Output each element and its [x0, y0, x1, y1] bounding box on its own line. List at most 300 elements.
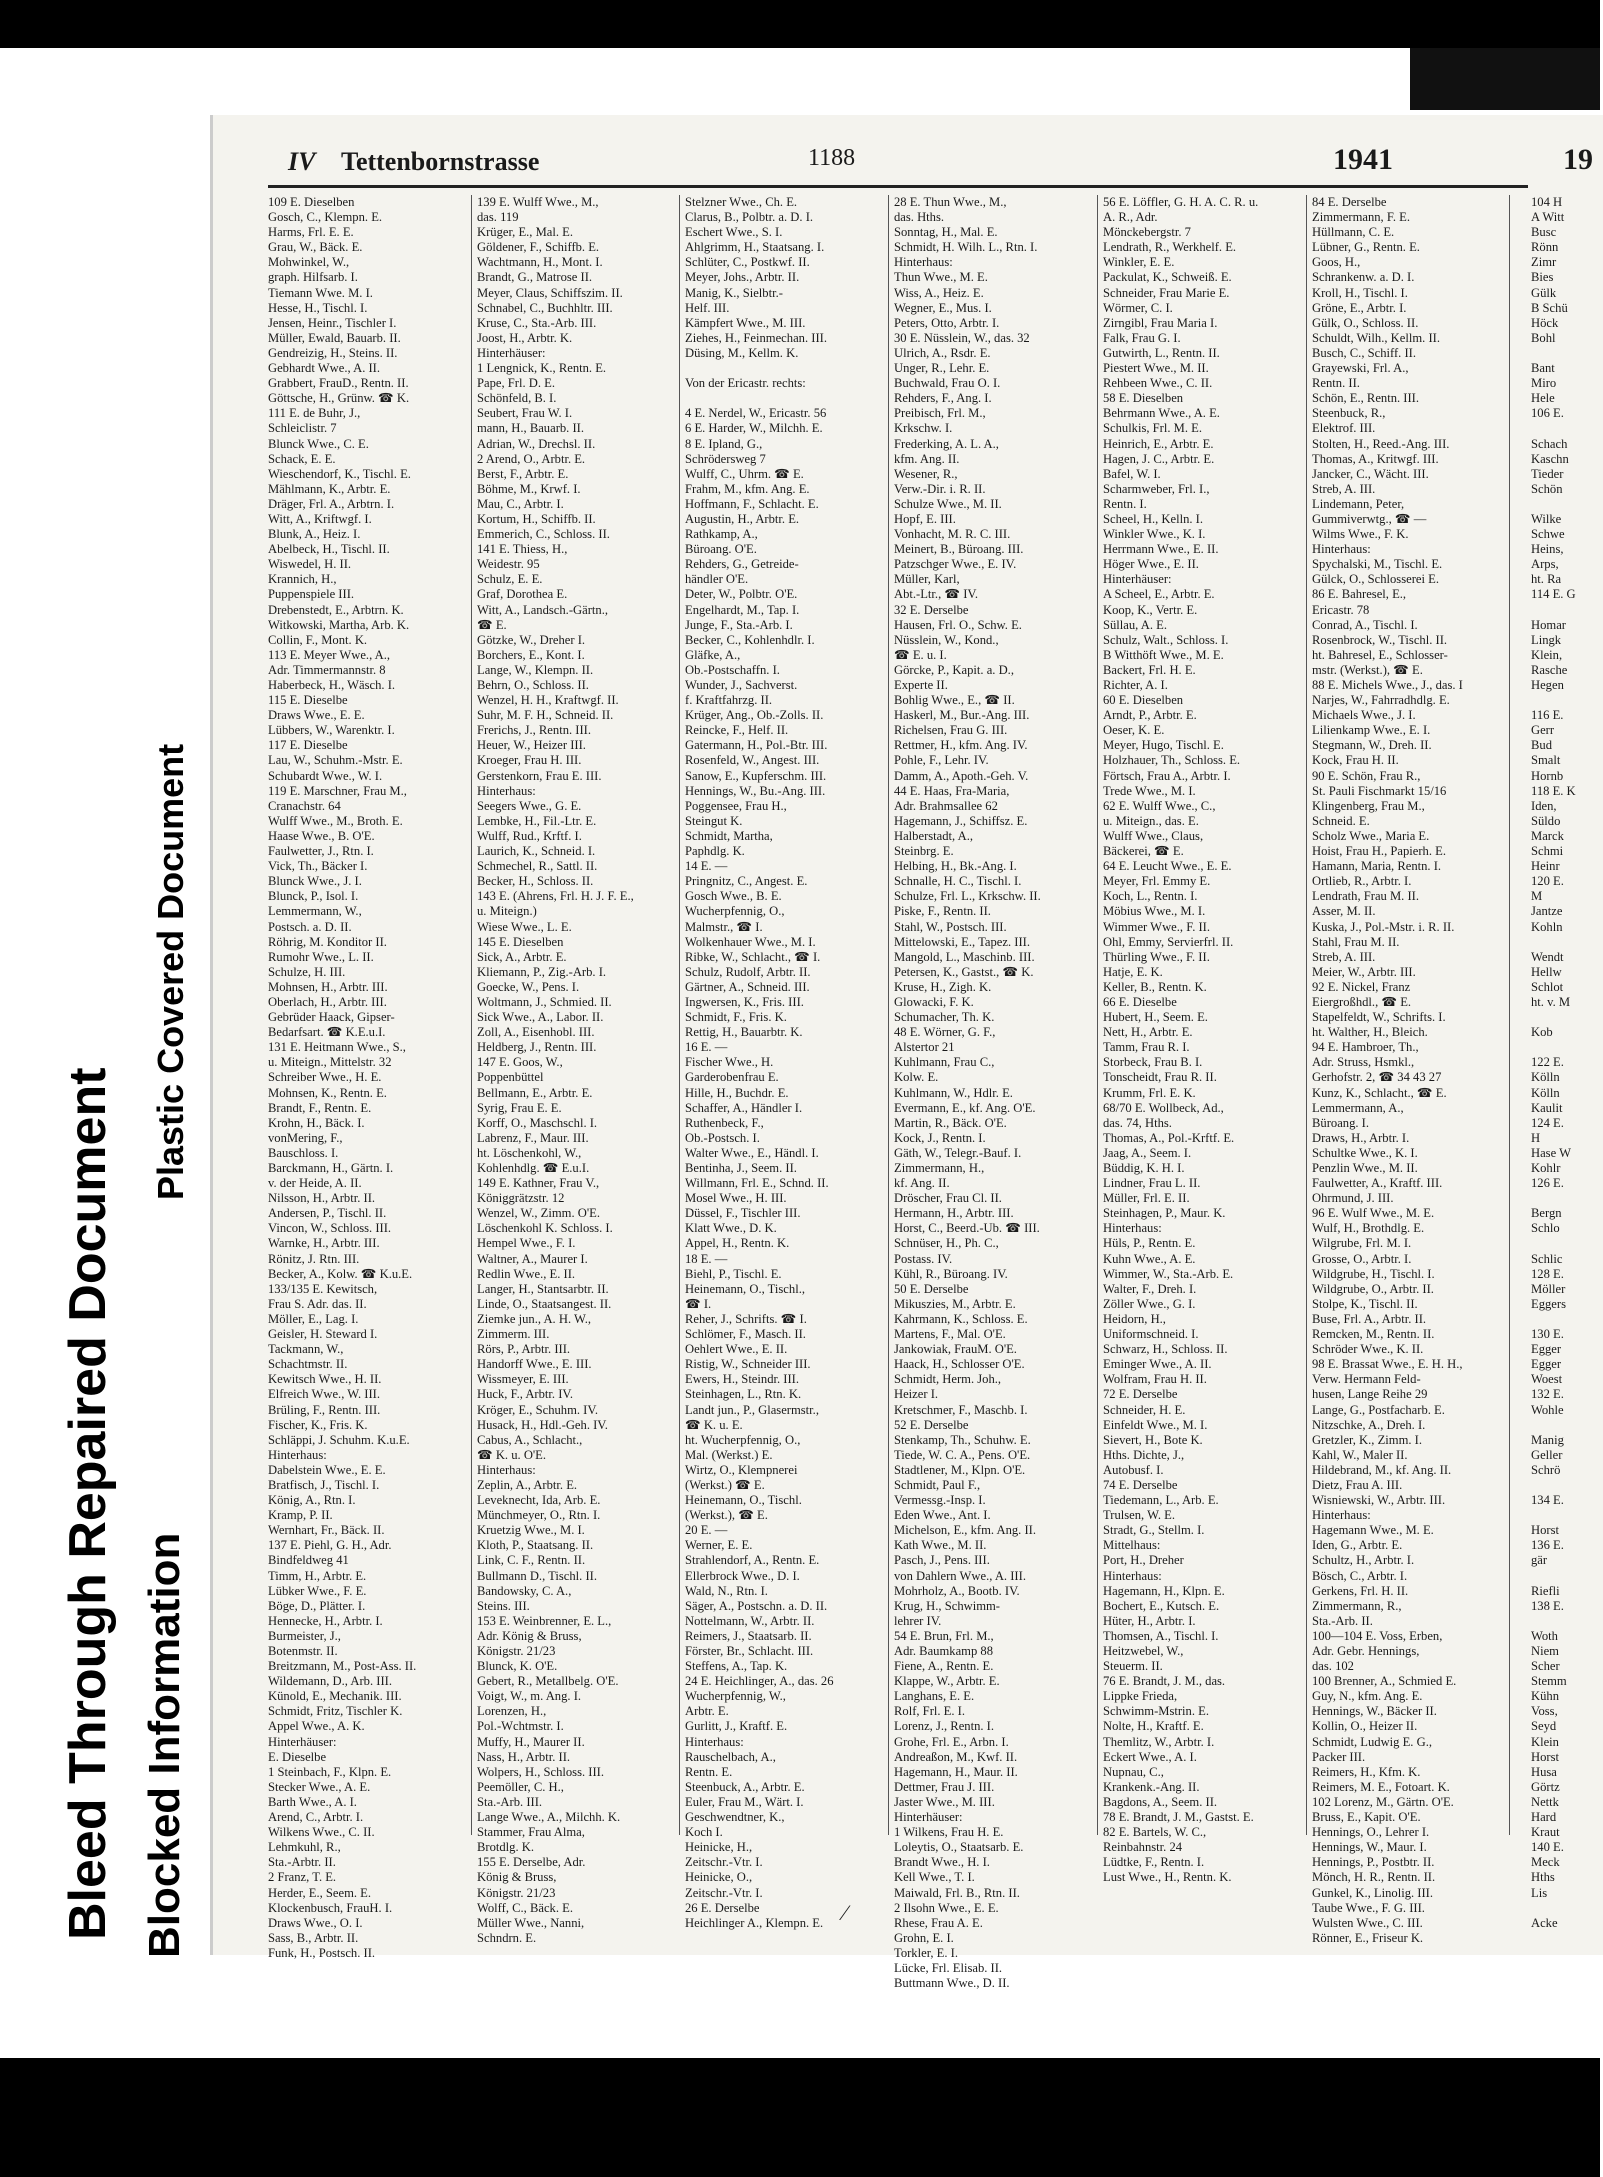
directory-entry-line: Wisniewski, W., Arbtr. III.	[1312, 1493, 1446, 1508]
directory-entry-line	[1531, 421, 1601, 436]
directory-page	[210, 115, 1603, 1991]
directory-entry-line: Meinert, B., Büroang. III.	[894, 542, 1024, 557]
district-roman-numeral: IV	[288, 147, 316, 176]
directory-entry-line: Schulz, Walt., Schloss. I.	[1103, 632, 1229, 647]
blocked-information-label: Blocked Information	[140, 1532, 189, 1958]
directory-entry-line: Rosenfeld, W., Angest. III.	[685, 753, 820, 768]
directory-entry-line: Iden, G., Arbtr. E.	[1312, 1538, 1403, 1553]
directory-entry-line: Werner, E. E.	[685, 1538, 753, 1553]
directory-entry-line: Gurlitt, J., Kraftf. E.	[685, 1719, 788, 1734]
directory-entry-line: 50 E. Derselbe	[894, 1281, 969, 1296]
directory-entry-line: Gummiverwtg., ☎ —	[1312, 511, 1427, 526]
directory-entry-line: König, A., Rtn. I.	[268, 1493, 356, 1508]
directory-entry-line: Pohle, F., Lehr. IV.	[894, 753, 989, 768]
directory-entry-line: Muffy, H., Maurer II.	[477, 1734, 585, 1749]
directory-entry-line: E. Dieselbe	[268, 1749, 327, 1764]
directory-entry-line: Hermann, H., Arbtr. III.	[894, 1206, 1014, 1221]
directory-entry-line: Steenbuck, A., Arbtr. E.	[685, 1779, 805, 1794]
directory-entry-line: Kramp, P. II.	[268, 1508, 333, 1523]
directory-entry-line: das. 119	[477, 210, 519, 225]
directory-entry-line: Königstr. 21/23	[477, 1885, 556, 1900]
directory-entry-line: Wald, N., Rtn. I.	[685, 1583, 768, 1598]
directory-entry-line: Hinterhaus:	[685, 1734, 744, 1749]
directory-entry-line: 136 E.	[1531, 1538, 1564, 1553]
directory-entry-line: Eden Wwe., Ant. I.	[894, 1508, 991, 1523]
directory-entry-line: Haase Wwe., B. O'E.	[268, 828, 375, 843]
directory-entry-line: Schuldt, Wilh., Kellm. II.	[1312, 330, 1440, 345]
directory-entry-line: Adr. König & Bruss,	[477, 1628, 582, 1643]
directory-entry-line: Iden,	[1531, 798, 1557, 813]
directory-entry-line: Wiese Wwe., L. E.	[477, 919, 572, 934]
directory-entry-line: Eiergroßhdl., ☎ E.	[1312, 994, 1412, 1009]
directory-entry-line: Remcken, M., Rentn. II.	[1312, 1327, 1435, 1342]
directory-entry-line: Keller, B., Rentn. K.	[1103, 979, 1207, 994]
directory-entry-line: Waltner, A., Maurer I.	[477, 1251, 588, 1266]
directory-entry-line: Heldberg, J., Rentn. III.	[477, 1040, 597, 1055]
directory-entry-line: Hegen	[1531, 678, 1564, 692]
directory-entry-line	[1531, 1312, 1601, 1327]
directory-entry-line: Grabbert, FrauD., Rentn. II.	[268, 376, 409, 391]
directory-entry-line: Klatt Wwe., D. K.	[685, 1221, 777, 1236]
directory-entry-line: Egger	[1531, 1357, 1562, 1372]
directory-entry-line: Möbius Wwe., M. I.	[1103, 904, 1206, 919]
directory-entry-line: Kob	[1531, 1025, 1553, 1040]
directory-entry-line: Hinterhaus:	[1312, 542, 1371, 557]
directory-entry-line: Acke	[1531, 1915, 1558, 1930]
directory-entry-line: Büddig, K. H. I.	[1103, 1161, 1185, 1175]
directory-entry-line: Kruse, C., Sta.-Arb. III.	[477, 315, 597, 330]
directory-entry-line: vonMering, F.,	[268, 1130, 343, 1145]
directory-entry-line: Blunck Wwe., J. I.	[268, 874, 362, 889]
directory-column-7-partial	[1531, 195, 1601, 1930]
directory-entry-line: Goecke, W., Pens. I.	[477, 979, 580, 994]
page-number: 1188	[808, 145, 856, 171]
directory-entry-line: Möller, E., Lag. I.	[268, 1311, 359, 1326]
directory-entry-line: Rasche	[1531, 662, 1568, 677]
directory-entry-line: Meyer, Claus, Schiffszim. II.	[477, 285, 623, 300]
directory-entry-line: Oberlach, H., Arbtr. III.	[268, 994, 387, 1009]
directory-entry-line: Krankenk.-Ang. II.	[1103, 1779, 1200, 1794]
directory-entry-line: Husack, H., Hdl.-Geh. IV.	[477, 1417, 608, 1432]
directory-entry-line: Ericastr. 78	[1312, 602, 1370, 617]
directory-entry-line: 74 E. Derselbe	[1103, 1477, 1178, 1492]
directory-entry-line: Schmidt, Paul F.,	[894, 1477, 981, 1492]
directory-entry-line	[1531, 1901, 1601, 1916]
directory-entry-line: Harms, Frl. E. E.	[268, 225, 354, 240]
directory-entry-line: Labrenz, F., Maur. III.	[477, 1130, 589, 1145]
directory-entry-line: Schwe	[1531, 527, 1565, 542]
directory-entry-line: Wachtmann, H., Mont. I.	[477, 255, 603, 270]
directory-entry-line: 149 E. Kathner, Frau V.,	[477, 1176, 600, 1191]
directory-entry-line: König & Bruss,	[477, 1870, 557, 1885]
directory-entry-line: Lendrath, R., Werkhelf. E.	[1103, 240, 1237, 255]
directory-entry-line: Stradt, G., Stellm. I.	[1103, 1523, 1205, 1538]
directory-entry-line: Zimmermann, F. E.	[1312, 210, 1410, 225]
directory-entry-line: Winkler, E. E.	[1103, 255, 1175, 270]
directory-entry-line: Scheel, H., Kelln. I.	[1103, 511, 1204, 526]
directory-entry-line: Haskerl, M., Bur.-Ang. III.	[894, 708, 1030, 723]
directory-entry-line: Woth	[1531, 1628, 1558, 1643]
directory-entry-line: Kölln	[1531, 1085, 1560, 1100]
directory-entry-line: Hellw	[1531, 964, 1562, 979]
directory-entry-line: Wieschendorf, K., Tischl. E.	[268, 466, 411, 481]
directory-entry-line: Kämpfert Wwe., M. III.	[685, 315, 806, 330]
directory-entry-line: Faulwetter, A., Kraftf. III.	[1312, 1176, 1443, 1191]
directory-entry-line: Lau, W., Schuhm.-Mstr. E.	[268, 753, 403, 768]
directory-entry-line: Lehmkuhl, R.,	[268, 1840, 341, 1855]
directory-entry-line: Petersen, K., Gastst., ☎ K.	[894, 964, 1034, 979]
directory-entry-line: Geschwendtner, K.,	[685, 1810, 785, 1825]
directory-entry-line: Bant	[1531, 361, 1555, 376]
directory-entry-line: Walter, F., Dreh. I.	[1103, 1281, 1197, 1296]
directory-entry-line: Stegmann, W., Dreh. II.	[1312, 738, 1432, 753]
directory-entry-line: Gerstenkorn, Frau E. III.	[477, 768, 602, 783]
directory-entry-line: Rauschelbach, A.,	[685, 1749, 776, 1764]
directory-entry-line: Jaag, A., Seem. I.	[1103, 1145, 1192, 1160]
directory-entry-line: Behrn, O., Schloss. II.	[477, 678, 589, 692]
directory-entry-line: Botenmstr. II.	[268, 1644, 338, 1658]
directory-entry-line: Tiemann Wwe. M. I.	[268, 285, 373, 300]
directory-entry-line: B Schü	[1531, 300, 1568, 315]
directory-entry-line: Müller Wwe., Nanni,	[477, 1915, 585, 1930]
directory-entry-line: Wiss, A., Heiz. E.	[894, 285, 984, 300]
directory-entry-line: mstr. (Werkst.), ☎ E.	[1312, 662, 1423, 677]
directory-entry-line: Rettmer, H., kfm. Ang. IV.	[894, 738, 1028, 753]
directory-entry-line: Gerr	[1531, 723, 1555, 738]
directory-entry-line: Jankowiak, FrauM. O'E.	[894, 1342, 1017, 1357]
directory-entry-line: 147 E. Goos, W.,	[477, 1055, 563, 1070]
directory-entry-line: Geisler, H. Steward I.	[268, 1327, 378, 1342]
directory-entry-line: 92 E. Nickel, Franz	[1312, 979, 1411, 994]
directory-entry-line: Stecker Wwe., A. E.	[268, 1779, 371, 1794]
directory-entry-line: Wolpers, H., Schloss. III.	[477, 1764, 605, 1779]
directory-entry-line: Nolte, H., Kraftf. E.	[1103, 1719, 1204, 1734]
directory-entry-line: 62 E. Wulff Wwe., C.,	[1103, 798, 1216, 813]
directory-entry-line: Kath Wwe., M. II.	[894, 1538, 987, 1553]
directory-entry-line: Faulwetter, J., Rtn. I.	[268, 844, 374, 859]
directory-entry-line: Krüger, E., Mal. E.	[477, 225, 574, 240]
directory-entry-line: Lübbers, W., Warenktr. I.	[268, 723, 395, 738]
directory-entry-line: Suhr, M. F. H., Schneid. II.	[477, 708, 614, 723]
directory-entry-line: Zimmermann, H.,	[894, 1161, 985, 1175]
directory-entry-line: Zimmermann, R.,	[1312, 1598, 1402, 1613]
directory-entry-line: Wulff Wwe., Claus,	[1103, 828, 1204, 843]
column-divider	[471, 195, 472, 1835]
directory-entry-line: Michelson, E., kfm. Ang. II.	[894, 1523, 1037, 1538]
directory-entry-line	[1531, 1040, 1601, 1055]
directory-entry-line: Emmerich, C., Schloss. II.	[477, 527, 610, 542]
directory-entry-line: Kohlenhdlg. ☎ E.u.I.	[477, 1161, 590, 1175]
directory-entry-line: Krkschw. I.	[894, 421, 953, 436]
directory-entry-line: 1 Wilkens, Frau H. E.	[894, 1825, 1004, 1840]
directory-entry-line: Redlin Wwe., E. II.	[477, 1266, 576, 1281]
directory-entry-line: Jantze	[1531, 904, 1563, 919]
directory-entry-line: Sass, B., Arbtr. II.	[268, 1930, 359, 1945]
directory-entry-line: Schwimm-Mstrin. E.	[1103, 1704, 1209, 1719]
directory-entry-line: Ulrich, A., Rsdr. E.	[894, 345, 991, 360]
directory-entry-line: mann, H., Bauarb. II.	[477, 421, 585, 436]
directory-entry-line: Lüdtke, F., Rentn. I.	[1103, 1855, 1205, 1870]
directory-entry-line: Gendreizig, H., Steins. II.	[268, 345, 398, 360]
directory-entry-line: Langhans, E. E.	[894, 1689, 975, 1704]
directory-entry-line: Kuhlmann, Frau C.,	[894, 1055, 995, 1070]
directory-entry-line: Zöller Wwe., G. I.	[1103, 1296, 1196, 1311]
directory-entry-line: Bindfeldweg 41	[268, 1553, 349, 1568]
directory-entry-line: Rentn. I.	[1103, 496, 1147, 511]
directory-entry-line: Hennings, W., Maur. I.	[1312, 1840, 1427, 1855]
directory-entry-line: Schack, E. E.	[268, 451, 336, 466]
directory-entry-line: B Witthöft Wwe., M. E.	[1103, 647, 1224, 662]
directory-entry-line: Schrankenw. a. D. I.	[1312, 270, 1415, 285]
directory-entry-line: Narjes, W., Fahrradhdlg. E.	[1312, 693, 1450, 708]
directory-entry-line: Ziehes, H., Feinmechan. III.	[685, 330, 827, 345]
directory-entry-line: Clarus, B., Polbtr. a. D. I.	[685, 210, 814, 225]
directory-entry-line: Schön, E., Rentn. III.	[1312, 391, 1420, 406]
directory-entry-line	[1531, 603, 1601, 618]
directory-entry-line: Förster, Br., Schlacht. III.	[685, 1644, 814, 1658]
pencil-mark-icon: ⁄	[843, 1900, 847, 1925]
directory-entry-line: Rehders, G., Getreide-	[685, 557, 799, 572]
directory-entry-line: Mählmann, K., Arbtr. E.	[268, 481, 391, 496]
directory-entry-line: Kollin, O., Heizer II.	[1312, 1719, 1418, 1734]
directory-entry-line: Langer, H., Stantsarbtr. II.	[477, 1281, 609, 1296]
directory-entry-line: Bullmann D., Tischl. II.	[477, 1568, 598, 1583]
directory-entry-line: Arps,	[1531, 557, 1559, 572]
directory-entry-line: Thun Wwe., M. E.	[894, 270, 988, 285]
directory-entry-line: Bochert, E., Kutsch. E.	[1103, 1598, 1220, 1613]
directory-entry-line: 44 E. Haas, Fra-Maria,	[894, 783, 1010, 798]
directory-entry-line: Garderobenfrau E.	[685, 1070, 779, 1085]
directory-entry-line: Stelzner Wwe., Ch. E.	[685, 195, 798, 209]
directory-entry-line: Kölln	[1531, 1070, 1560, 1085]
directory-entry-line: Heinicke, O.,	[685, 1870, 753, 1885]
directory-entry-line	[685, 391, 883, 406]
directory-entry-line: Hüllmann, C. E.	[1312, 225, 1395, 240]
directory-entry-line: Adr. Gebr. Hennings,	[1312, 1644, 1420, 1658]
directory-entry-line: Lübner, G., Rentn. E.	[1312, 240, 1420, 255]
directory-entry-line: Autobusf. I.	[1103, 1462, 1164, 1477]
directory-entry-line: Schulz, E. E.	[477, 572, 543, 587]
directory-entry-line: Bandowsky, C. A.,	[477, 1583, 572, 1598]
directory-entry-line: Lindemann, Peter,	[1312, 496, 1405, 511]
directory-entry-line: Scharmweber, Frl. I.,	[1103, 481, 1210, 496]
directory-entry-line: Woltmann, J., Schmied. II.	[477, 994, 612, 1009]
directory-entry-line: 1 Steinbach, F., Klpn. E.	[268, 1764, 392, 1779]
directory-entry-line: Kretschmer, F., Maschb. I.	[894, 1402, 1028, 1417]
directory-entry-line: Linde, O., Staatsangest. II.	[477, 1296, 612, 1311]
directory-entry-line: Kohlr	[1531, 1161, 1561, 1175]
directory-entry-line: Walter Wwe., E., Händl. I.	[685, 1145, 819, 1160]
directory-entry-line: Laurich, K., Schneid. I.	[477, 844, 596, 859]
directory-entry-line: Richelsen, Frau G. III.	[894, 723, 1008, 738]
directory-entry-line: Rönner, E., Friseur K.	[1312, 1930, 1424, 1945]
directory-entry-line: Schulz, Rudolf, Arbtr. II.	[685, 964, 811, 979]
directory-entry-line: Höck	[1531, 315, 1559, 330]
plastic-covered-label: Plastic Covered Document	[150, 743, 191, 1200]
directory-entry-line: Büroang. I.	[1312, 1115, 1370, 1130]
directory-entry-line: Schndrn. E.	[477, 1930, 537, 1945]
directory-entry-line: Unger, R., Lehr. E.	[894, 361, 990, 376]
directory-entry-line: Halberstadt, A.,	[894, 828, 974, 843]
directory-entry-line: Hase W	[1531, 1145, 1571, 1160]
directory-entry-line: kf. Ang. II.	[894, 1176, 950, 1191]
directory-entry-line: Stahl, W., Postsch. III.	[894, 919, 1007, 934]
directory-entry-line: Wohle	[1531, 1402, 1564, 1417]
directory-entry-line: Vermessg.-Insp. I.	[894, 1493, 986, 1508]
directory-entry-line: Kohln	[1531, 919, 1563, 934]
directory-entry-line: Ohl, Emmy, Servierfrl. II.	[1103, 934, 1234, 949]
directory-entry-line: Abt.-Ltr., ☎ IV.	[894, 587, 979, 602]
directory-entry-line: Löschenkohl K. Schloss. I.	[477, 1221, 613, 1236]
directory-entry-line: Hennecke, H., Arbtr. I.	[268, 1613, 383, 1628]
directory-entry-line: Schnüser, H., Ph. C.,	[894, 1236, 999, 1251]
directory-entry-line: Mangold, L., Maschinb. III.	[894, 949, 1035, 964]
directory-entry-line: Hinterhaus:	[268, 1447, 327, 1462]
directory-entry-line: 14 E. —	[685, 859, 728, 874]
directory-entry-line: Thürling Wwe., F. II.	[1103, 949, 1210, 964]
directory-entry-line: händler O'E.	[685, 572, 749, 587]
directory-entry-line: Adr. Brahmsallee 62	[894, 798, 998, 813]
directory-entry-line: Wulff, Rud., Krftf. I.	[477, 828, 582, 843]
directory-entry-line: Themlitz, W., Arbtr. I.	[1103, 1734, 1215, 1749]
directory-entry-line: Uniformschneid. I.	[1103, 1327, 1199, 1342]
directory-entry-line: 137 E. Piehl, G. H., Adr.	[268, 1538, 392, 1553]
directory-entry-line: Frerichs, J., Rentn. III.	[477, 723, 592, 738]
directory-entry-line: Hinterhäuser:	[1103, 572, 1172, 587]
directory-entry-line: Mohnsen, H., Arbtr. III.	[268, 979, 388, 994]
directory-entry-line: Lingk	[1531, 632, 1562, 647]
directory-entry-line: Schmidt, Fritz, Tischler K.	[268, 1704, 403, 1719]
directory-entry-line: Ortlieb, R., Arbtr. I.	[1312, 874, 1412, 889]
directory-entry-line: 32 E. Derselbe	[894, 602, 969, 617]
directory-entry-line: Woest	[1531, 1372, 1563, 1387]
directory-entry-line: Düsing, M., Kellm. K.	[685, 345, 799, 360]
directory-entry-line: Thomas, A., Pol.-Krftf. E.	[1103, 1130, 1235, 1145]
directory-entry-line: Schönfeld, B. I.	[477, 391, 557, 406]
directory-entry-line: Sick, A., Arbtr. E.	[477, 949, 567, 964]
directory-entry-line: Koop, K., Vertr. E.	[1103, 602, 1198, 617]
directory-entry-line	[1531, 935, 1601, 950]
directory-entry-line: Barth Wwe., A. I.	[268, 1794, 357, 1809]
directory-entry-line: Heinemann, O., Tischl.,	[685, 1281, 805, 1296]
directory-entry-line: Handorff Wwe., E. III.	[477, 1357, 592, 1372]
directory-entry-line: Junge, F., Sta.-Arb. I.	[685, 617, 793, 632]
directory-entry-line: Ohrmund, J. III.	[1312, 1191, 1394, 1206]
directory-entry-line: Peemöller, C. H.,	[477, 1779, 564, 1794]
directory-entry-line: Behrmann Wwe., A. E.	[1103, 406, 1220, 421]
directory-entry-line: Görcke, P., Kapit. a. D.,	[894, 662, 1014, 677]
directory-entry-line: Kruse, H., Zigh. K.	[894, 979, 992, 994]
directory-entry-line: Biehl, P., Tischl. E.	[685, 1266, 782, 1281]
directory-entry-line: Patzschger Wwe., E. IV.	[894, 557, 1017, 572]
directory-entry-line: Hubert, H., Seem. E.	[1103, 1010, 1208, 1025]
directory-entry-line: Seubert, Frau W. I.	[477, 406, 573, 421]
directory-entry-line: ht. Wucherpfennig, O.,	[685, 1432, 801, 1447]
directory-entry-line: Riefli	[1531, 1583, 1560, 1598]
directory-entry-line: Reimers, M. E., Fotoart. K.	[1312, 1779, 1450, 1794]
directory-entry-line: A. R., Adr.	[1103, 210, 1158, 225]
directory-entry-line: ☎ E.	[477, 617, 507, 632]
directory-entry-line: Leveknecht, Ida, Arb. E.	[477, 1493, 601, 1508]
directory-entry-line: Hennings, P., Postbtr. II.	[1312, 1855, 1435, 1870]
directory-entry-line: Steingut K.	[685, 813, 743, 828]
directory-entry-line: Lorenzen, H.,	[477, 1704, 547, 1719]
directory-entry-line: Nilsson, H., Arbtr. II.	[268, 1191, 376, 1206]
directory-entry-line: Becker, H., Schloss. II.	[477, 874, 594, 889]
directory-entry-line: Kuhn Wwe., A. E.	[1103, 1251, 1196, 1266]
directory-column-6	[1312, 195, 1502, 1945]
directory-entry-line: Wildgrube, H., Tischl. I.	[1312, 1266, 1435, 1281]
directory-entry-line: Nass, H., Arbtr. II.	[477, 1749, 571, 1764]
directory-entry-line: Geller	[1531, 1447, 1563, 1462]
directory-entry-line: Hagemann, H., Klpn. E.	[1103, 1583, 1225, 1598]
directory-entry-line: Becker, A., Kolw. ☎ K.u.E.	[268, 1266, 413, 1281]
directory-entry-line: das. 74, Hths.	[1103, 1115, 1172, 1130]
directory-column-4	[894, 195, 1092, 1991]
directory-entry-line: Lücke, Frl. Elisab. II.	[894, 1960, 1003, 1975]
bleed-through-label: Bleed Through Repaired Document	[59, 1067, 117, 1940]
directory-entry-line: Schmidt, F., Fris. K.	[685, 1010, 787, 1025]
directory-entry-line: Bedarfsart. ☎ K.E.u.I.	[268, 1025, 386, 1040]
directory-entry-line: Preibisch, Frl. M.,	[894, 406, 986, 421]
directory-entry-line: Arndt, P., Arbtr. E.	[1103, 708, 1197, 723]
directory-entry-line: Reher, J., Schrifts. ☎ I.	[685, 1311, 807, 1326]
directory-entry-line: Schröder Wwe., K. II.	[1312, 1342, 1424, 1357]
directory-entry-line: Egger	[1531, 1342, 1562, 1357]
directory-entry-line: Mönch, H. R., Rentn. II.	[1312, 1870, 1436, 1885]
directory-entry-line: Steinhagen, P., Maur. K.	[1103, 1206, 1226, 1221]
directory-entry-line: M	[1531, 889, 1543, 904]
directory-entry-line: (Werkst.) ☎ E.	[685, 1477, 765, 1492]
directory-entry-line: Meyer, Johs., Arbtr. II.	[685, 270, 800, 285]
directory-entry-line: Burmeister, J.,	[268, 1628, 341, 1643]
directory-entry-line: Götzke, W., Dreher I.	[477, 632, 586, 647]
directory-entry-line: Bohlig Wwe., E., ☎ II.	[894, 693, 1015, 708]
directory-entry-line: Elfreich Wwe., W. III.	[268, 1387, 381, 1402]
directory-entry-line: Witkowski, Martha, Arb. K.	[268, 617, 410, 632]
directory-entry-line: Kuhlmann, W., Hdlr. E.	[894, 1085, 1013, 1100]
directory-entry-line: Witt, A., Landsch.-Gärtn.,	[477, 602, 608, 617]
column-divider	[679, 195, 680, 1835]
directory-entry-line: Barckmann, H., Gärtn. I.	[268, 1161, 394, 1175]
directory-column-1	[268, 195, 466, 1960]
directory-entry-line: Wolfram, Frau H. II.	[1103, 1372, 1207, 1387]
directory-entry-line: Hopf, E. III.	[894, 511, 956, 526]
directory-column-2	[477, 195, 675, 1945]
directory-entry-line: Postsch. a. D. II.	[268, 919, 352, 934]
column-divider	[1509, 195, 1510, 1835]
directory-entry-line: Steuerm. II.	[1103, 1659, 1163, 1674]
directory-entry-line: 26 E. Derselbe	[685, 1900, 760, 1915]
directory-entry-line	[1531, 497, 1601, 512]
directory-entry-line: Trulsen, W. E.	[1103, 1508, 1175, 1523]
directory-entry-line: Pol.-Wchtmstr. I.	[477, 1719, 564, 1734]
directory-entry-line: Piske, F., Rentn. II.	[894, 904, 991, 919]
directory-entry-line: Becker, C., Kohlenhdlr. I.	[685, 632, 815, 647]
directory-entry-line: Gebert, R., Metallbelg. O'E.	[477, 1674, 619, 1689]
directory-entry-line: 6 E. Harder, W., Milchh. E.	[685, 421, 823, 436]
directory-entry-line: Horst, C., Beerd.-Ub. ☎ III.	[894, 1221, 1040, 1236]
directory-entry-line: 100—104 E. Voss, Erben,	[1312, 1628, 1443, 1643]
directory-entry-line: Röhrig, M. Konditor II.	[268, 934, 387, 949]
directory-entry-line: Krumm, Frl. E. K.	[1103, 1085, 1196, 1100]
directory-entry-line: Elektrof. III.	[1312, 421, 1376, 436]
directory-entry-line: 2 Ilsohn Wwe., E. E.	[894, 1900, 999, 1915]
directory-entry-line: Wildgrube, O., Arbtr. II.	[1312, 1281, 1434, 1296]
directory-entry-line: Kell Wwe., T. I.	[894, 1870, 975, 1885]
directory-entry-line: Ob.-Postschaffn. I.	[685, 662, 780, 677]
directory-entry-line: Schmidt, Herm. Joh.,	[894, 1372, 1002, 1387]
